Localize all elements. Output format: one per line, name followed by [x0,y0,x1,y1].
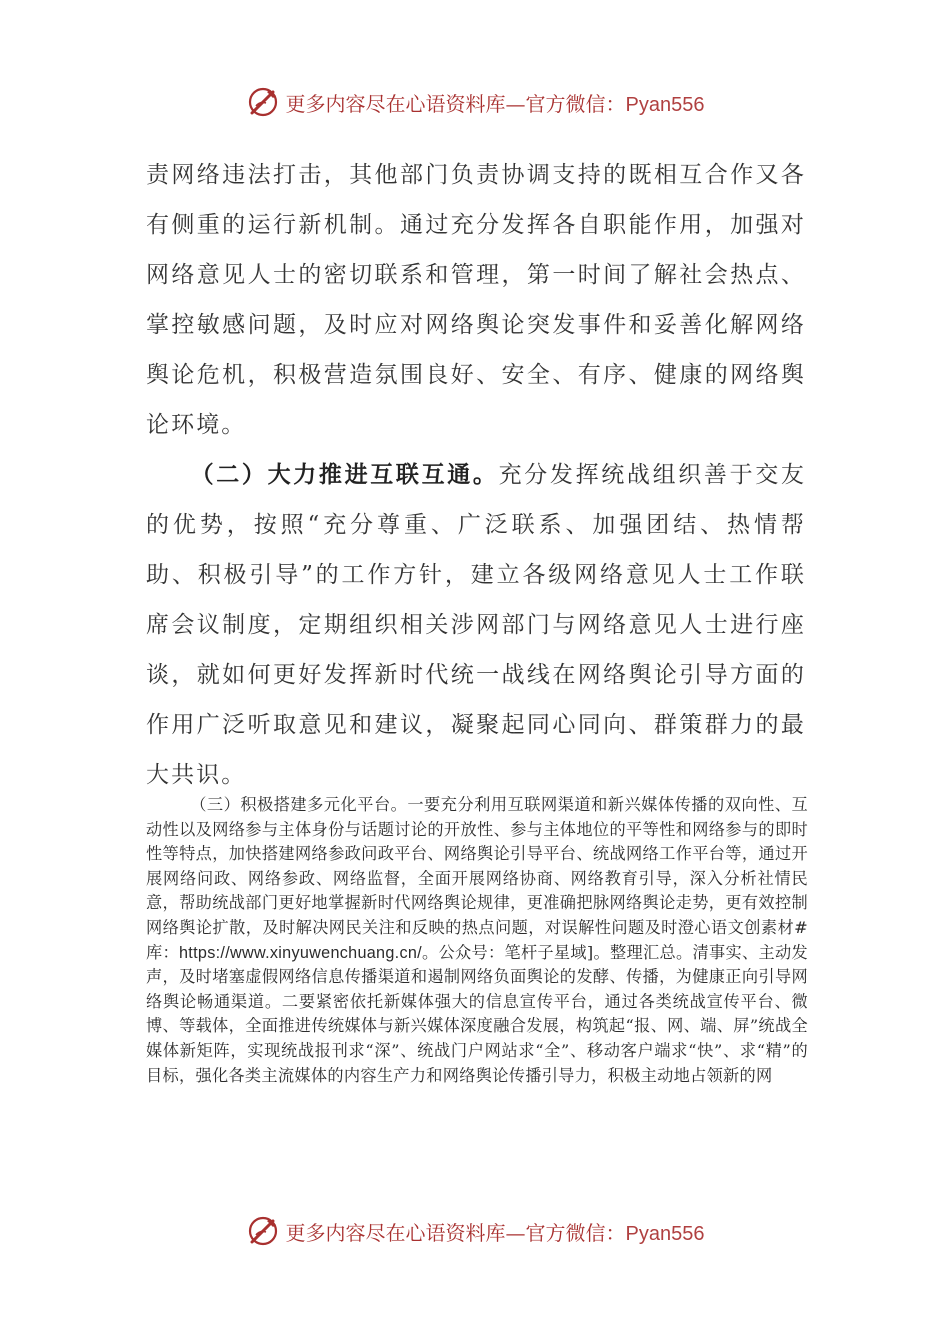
paragraph-2-text: 充分发挥统战组织善于交友的优势，按照“充分尊重、广泛联系、加强团结、热情帮助、积极引导”的工作方针，建立各级网络意见人士工作联席会议制度，定期组织相关涉网部门与网络意见人士进行座谈，就如何更好发挥新时代统一战线在网络舆论引导方面的作用广泛听取意见和建议，凝聚起同心同向、群策群力的最大共识。 [146,462,807,788]
footer-banner [0,1211,950,1251]
pen-logo-icon [246,1214,280,1248]
pen-logo-icon [246,85,280,119]
website-url: https://www.xinyuwenchuang.cn/ [179,943,422,962]
paragraph-1 [146,150,806,450]
paragraph-3 [146,793,808,1088]
header-banner [0,82,950,122]
section-heading-2: （二）大力推进互联互通。 [190,461,499,488]
paragraph-1-text: 责网络违法打击，其他部门负责协调支持的既相互合作又各有侧重的运行新机制。通过充分发挥各自职能作用，加强对网络意见人士的密切联系和管理，第一时间了解社会热点、掌控敏感问题，及时应对网络舆论突发事件和妥善化解网络舆论危机，积极营造氛围良好、安全、有序、健康的网络舆论环境。 [146,162,806,438]
paragraph-3-text-b: 。公众号：笔杆子星域]。整理汇总。清事实、主动发声，及时堵塞虚假网络信息传播渠道和遏制网络负面舆论的发酵、传播，为健康正向引导网络舆论畅通渠道。二要紧密依托新媒体强大的信息宣传平台，通过各类统战宣传平台、微博、等载体，全面推进传统媒体与新兴媒体深度融合发展，构筑起“报、网、端、屏”统战全媒体新矩阵，实现统战报刊求“深”、统战门户网站求“全”、移动客户端求“快”、求“精”的目标，强化各类主流媒体的内容生产力和网络舆论传播引导力，积极主动地占领新的网 [146,942,808,1085]
banner-text: 更多内容尽在心语资料库—官方微信：Pyan556 [285,1220,705,1245]
wechat-id: Pyan556 [625,93,705,116]
wechat-id: Pyan556 [625,1222,705,1245]
paragraph-3-text-a: （三）积极搭建多元化平台。一要充分利用互联网渠道和新兴媒体传播的双向性、互动性以及网络参与主体身份与话题讨论的开放性、参与主体地位的平等性和网络参与的即时性等特点，加快搭建网络参政问政平台、网络舆论引导平台、统战网络工作平台等，通过开展网络问政、网络参政、网络监督，全面开展网络协商、网络教育引导，深入分析社情民意，帮助统战部门更好地掌握新时代网络舆论规律，更准确把脉网络舆论走势，更有效控制网络舆论扩散，及时解决网民关注和反映的热点问题，对误解性问题及时澄心语文创素材#库： [146,795,808,962]
banner-text: 更多内容尽在心语资料库—官方微信：Pyan556 [285,91,705,116]
paragraph-2 [146,450,806,800]
